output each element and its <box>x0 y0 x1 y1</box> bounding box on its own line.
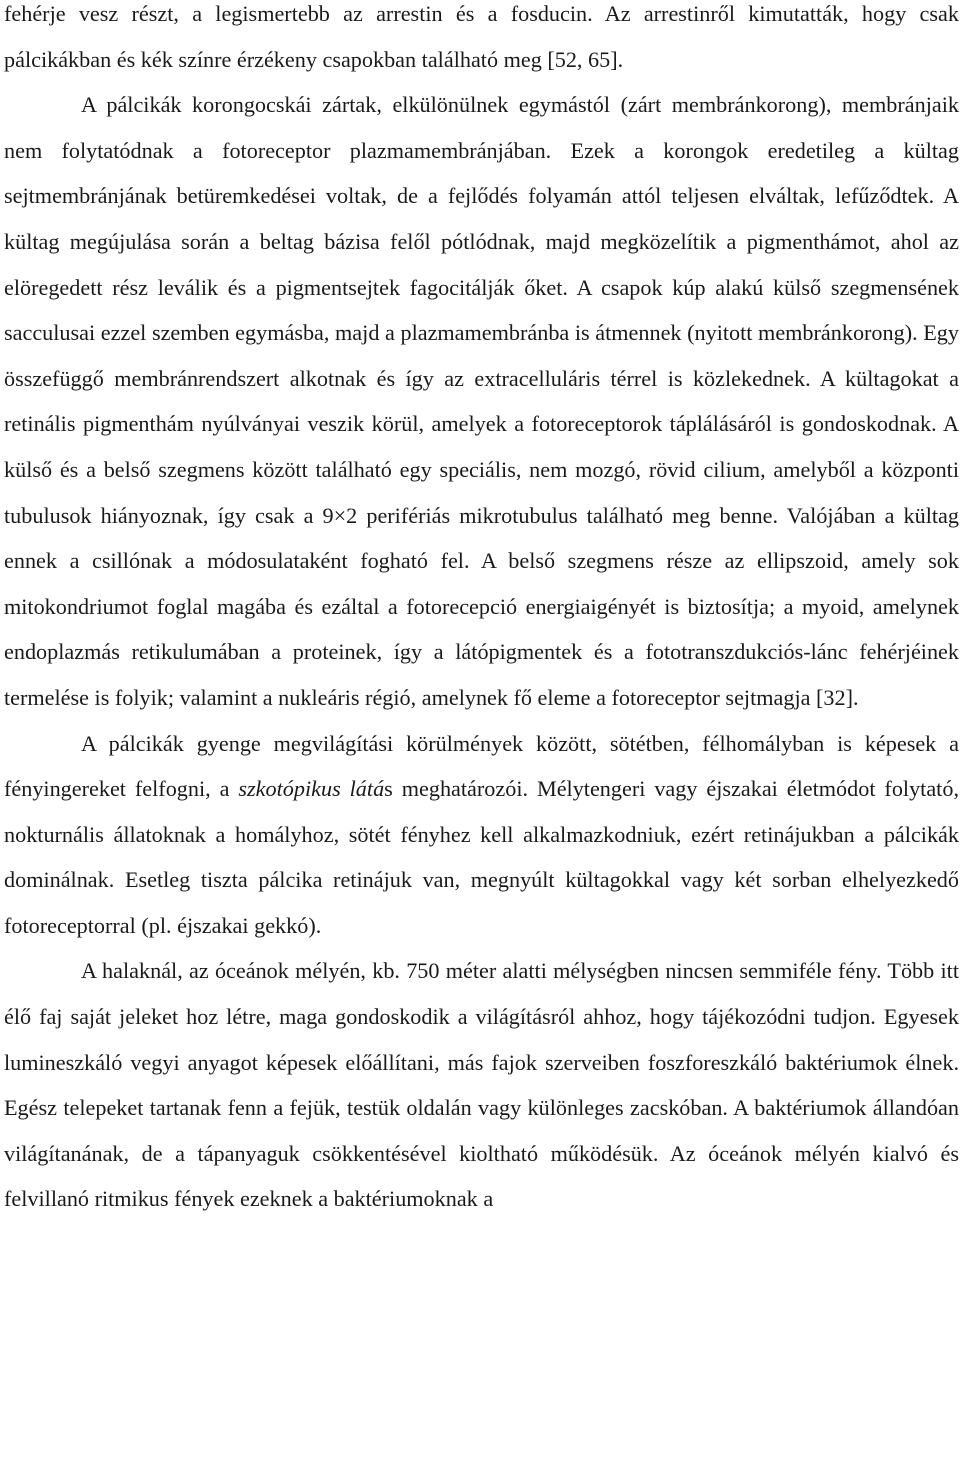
paragraph-membrane-discs: A pálcikák korongocskái zártak, elkülönülnek egymástól (zárt membránkorong), membránjaik nem folytatódnak a fotoreceptor plazmamembránjában. Ezek a korongok eredetileg a kültag sejtmembránjának betüremkedései voltak, de a fejlődés folyamán attól teljesen elváltak, lefűződtek. A kültag megújulása során a beltag bázisa felől pótlódnak, majd megközelítik a pigmenthámot, ahol az elöregedett rész leválik és a pigmentsejtek fagocitálják őket. A csapok kúp alakú külső szegmensének sacculusai ezzel szemben egymásba, majd a plazmamembránba is átmennek (nyitott membránkorong). Egy összefüggő membránrendszert alkotnak és így az extracelluláris térrel is közlekednek. A kültagokat a retinális pigmenthám nyúlványai veszik körül, amelyek a fotoreceptorok táplálásáról is gondoskodnak. A külső és a belső szegmens között található egy speciális, nem mozgó, rövid cilium, amelyből a központi tubulusok hiányoznak, így csak a 9×2 perifériás mikrotubulus található meg benne. Valójában a kültag ennek a csillónak a módosulataként fogható fel. A belső szegmens része az ellipszoid, amely sok mitokondriumot foglal magába és ezáltal a fotorecepció energiaigényét is biztosítja; a myoid, amelynek endoplazmás retikulumában a proteinek, így a látópigmentek és a fototranszdukciós-lánc fehérjéinek termelése is folyik; valamint a nukleáris régió, amelynek fő eleme a fotoreceptor sejtmagja [32]. <box>4 92 959 710</box>
paragraph-text-before-term: A pálcikák gyenge megvilágítási körülmények között, sötétben, félhomályban is képesek a fényingereket felfogni, a <box>4 730 959 802</box>
paragraph-scotopic-vision <box>4 721 959 949</box>
italic-term-scotopic: szkotópikus látá <box>238 776 385 802</box>
paragraph-text-after-term: s meghatározói. Mélytengeri vagy éjszakai életmódot folytató, nokturnális állatoknak a homályhoz, sötét fényhez kell alkalmazkodniuk, ezért retinájukban a pálcikák dominálnak. Esetleg tiszta pálcika retinájuk van, megnyúlt kültagokkal vagy két sorban elhelyezkedő fotoreceptorral (pl. éjszakai gekkó). <box>4 776 959 938</box>
paragraph-deep-sea-fish: A halaknál, az óceánok mélyén, kb. 750 méter alatti mélységben nincsen semmiféle fény. Több itt élő faj saját jeleket hoz létre, maga gondoskodik a világításról ahhoz, hogy tájékozódni tudjon. Egyesek lumineszkáló vegyi anyagot képesek előállítani, más fajok szerveiben foszforeszkáló baktériumok élnek. Egész telepeket tartanak fenn a fejük, testük oldalán vagy különleges zacskóban. A baktériumok állandóan világítanának, de a tápanyaguk csökkentésével kioltható működésük. Az óceánok mélyén kialvó és felvillanó ritmikus fények ezeknek a baktériumoknak a <box>4 958 959 1212</box>
paragraph-arrestin-fosducin: fehérje vesz részt, a legismertebb az arrestin és a fosducin. Az arrestinről kimutatták, hogy csak pálcikákban és kék színre érzékeny csapokban található meg [52, 65]. <box>4 1 959 72</box>
